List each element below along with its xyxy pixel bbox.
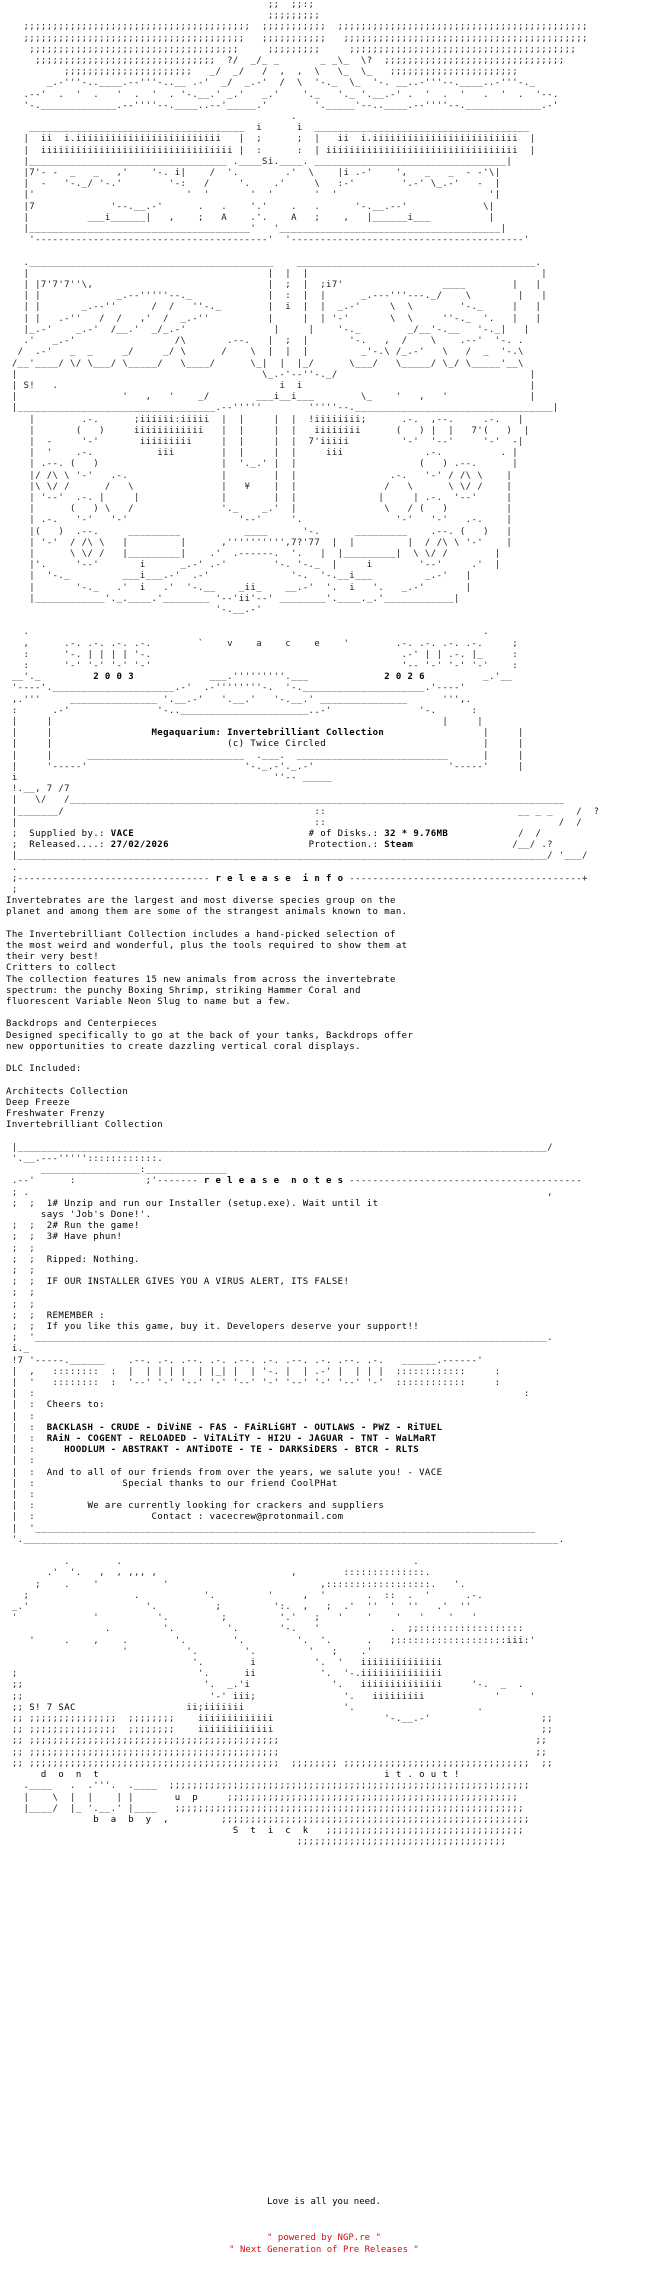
release-notes-step3: 3# Have phun! [46,1232,123,1243]
release-notes-step1: 1# Unzip and run our Installer (setup.exe). Wait until it says 'Job's Done!'. [40,1198,379,1220]
ascii-art-header: ;; ;;:; ;;;;;;;;; ;;;;;;;;;;;;;;;;;;;;;;;;;;;;;;;;;;;;;;; ;;;;;;;;;;; ;;;;;;;;;;;;;;;;;;;;;;;;;;;;;;;;;;;;;;;;;;; ;;;;;;;;;;;;;;;;;;;;;;;;;;;;;;;;;;;;;; ;;;;;;;;;;; ;;;;;;;;;;;;;;;;;;;;;;;;;;;;;;;;;;;;;;;;;; ;;;;;;;;;;;;;;;;;;;;;;;;;;;;;;;;;;;; ;;;;;;;;; ;;;;;;;;;;;;;;;;;;;;;;;;;;;;;;;;;;;;;;; ;;;;;;;;;;;;;;;;;;;;;;;;;;;;;;; ?/ _/_ _ _ _\_ \? ;;;;;;;;;;;;;;;;;;;;;;;;;;;;;;; ;;;;;;;;;;;;;;;;;;;;;; _/ _/ / , , \ \_ \_ ;;;;;;;;;;;;;;;;;;;;;; _.-'''-..____.--'''-..__ .-' _/ _.-' / \ '-._ \_ '-. __..-'''--.____..-'''-._ .--' . ' . ' . ' . '-.__.' _.' _.' '._ '._ '.__.-' . ' . ' . ' . '--. '-._____________.--''''--.____..--'_____.' '._____'--..____.--''''--._____________.-' . _____________________________________ i i _____________________________________ | ii i.iiiiiiiiiiiiiiiiiiiiiiiii | ; ; | ii i.iiiiiiiiiiiiiiiiiiiiiiiii | | iiiiiiiiiiiiiiiiiiiiiiiiiiiiiiiii | : : | iiiiiiiiiiiiiiiiiiiiiiiiiiiiiiiii | |__________________________________ .____Si.____. _________________________________| |7'- - _ _ ,' '-. i| / '. .' \ |i .-' ', _ _ - -'\| | - '-._/ '-.' '-: / '. .' \ :-' '.-' \_.-' - | |' ' ' ' ' ' ' '| |7 '--.__.-' . . '.' . . '-.__.--' \| | ___i______| , ; A .'. A ; , |______i___ | |______________________________________' '______________________________________| '----------------------------------------' '----------------------------------------' .__________________________________________ _________________________________________. | | | | | | |7'7'7''\, | ; | ;i7' ____ | | | | _.--'''''--._ | : | | _.---'''---._/ \ | | | | _.--'' / / ''-._ | i | | _.-' \ \ '-._ | | | | .-'' / / ,' / _.-'' | | | '-' \ \ ''-._ '. | | |_.-' _.-' /__.' _/_.-' | | '-._ _/__'-.__ '-._| | .' _.-' /\ .--. | ; | '-. , / \ .--' '-. . / .-' _ _ _/ _/ \ / \ | | | _'-.\ /_.-' \ / _ '-.\ /__'____/ \/ \___/ \_____/ \____/ \_| | |_/ \___/ \_____/ \_/ \_____'__\ | \_.-'--''-._/ | | S! . i i | | ' , ' _/ ___i__i___ \_ ' , ' | |__________________________________.--''''' '''''--.__________________________________| | .-. ;iiiiii:iiiii | | | | !iiiiiiii; .-. ,--. .-. | | ( ) iiiiiiiiiiii | | | | iiiiiiii ( ) | | 7'( ) | | - '-' iiiiiiiii | | | | 7'iiiii '-' '--' '-' -| | ' .-. iii | | | | iii .-. . | | .--. ( ) | '._.' | | ( ) .--. | |/ /\ \ '-' .-. | | | .-. '-' / /\ \ | |\ \/ / / \ | ¥ | | / \ \ \/ / | | '--' .-. | | | | | | | .-. '--' | | ( ) \ / '._ _.' | \ / ( ) | | .-. '-' '-' '--' '. '-' '-' .-. | |( ) .--. _________ ____ '-. _________ .--. ( ) | | '-' / /\ \ | | ,'''''''''',7?'77 | | | / /\ \ '-' | | \ \/ / |_________| .' .------. '. | |_________| \ \/ / | |'. '--' i _.-' .-' '-. '-._ | i '--' .' | | '-._ ___i___.-' .-' '-. '-.__i___ _.-' | | '-._ .' i .' '-.__ _ii_ __.-' '. i '. _.-' | |____________'._.____.'________ '--'ii'--' ________'.____._.'____________| '-.__.-' . . , .-. .-. .-. .-. ` v a c e ' .-. .-. .-. .-. ; : '-. | | | | '-. .-' | | .-. |_ : : '-' '-' '-' '-' '-- '-' '-' '-' : __'._ [11,0,588,683]
released-value: 27/02/2026 [110,840,169,851]
supplied-value: VACE [110,829,135,840]
title-name: Megaquarium: Invertebrilliant Collection [151,728,385,739]
footer-love: Love is all you need. [267,2197,381,2207]
release-info-heading: r e l e a s e i n f o [215,873,344,884]
release-notes-virus: IF OUR INSTALLER GIVES YOU A VIRUS ALERT, ITS FALSE! [46,1277,350,1288]
outro-baby: b a b y , [93,1814,169,1825]
outro-stick: S t i c k [232,1826,309,1837]
release-info-p4: Backdrops and Centerpieces Designed specifically to go at the back of your tanks, Backdrops offer new opportunities to create dazzling vertical coral displays. [6,1019,414,1052]
outro-itout: i t . o u t ! [384,1770,460,1781]
dlc-item-4: Invertebrilliant Collection [6,1120,164,1131]
outro-dont: d o n t [40,1770,100,1781]
release-info-p1: Invertebrates are the largest and most diverse species group on the planet and among them are some of the strangest animals known to man. [6,896,408,918]
title-copyright: (c) Twice Circled [227,739,327,750]
footer-powered: " powered by NGP.re " [267,2233,381,2243]
year-end: 2 0 2 6 [384,672,425,683]
release-notes-step2: 2# Run the game! [46,1221,140,1232]
protection-value: Steam [384,840,414,851]
protection-label: Protection.: [308,840,379,851]
release-notes-ripped: Ripped: Nothing. [46,1254,140,1265]
greets-thanks: Special thanks to our friend CoolPHat [122,1478,338,1489]
dlc-item-3: Freshwater Frenzy [6,1109,105,1120]
dlc-item-2: Deep Freeze [6,1097,71,1108]
released-label: Released....: [29,840,105,851]
dlc-item-1: Architects Collection [6,1086,129,1097]
release-notes-remember: REMEMBER : [46,1310,105,1321]
greets-line2: RAiN - COGENT - RELOADED - ViTALiTY - HI2U - JAGUAR - TNT - WaLMaRT [46,1434,437,1444]
disks-value: 32 * 9.76MB [384,829,449,840]
dlc-label: DLC Included: [6,1064,82,1075]
year-start: 2 0 0 3 [93,672,135,683]
outro-sig: S! 7 SAC [29,1702,76,1713]
greets-cheers: Cheers to: [46,1400,105,1411]
greets-line1: BACKLASH - CRUDE - DiViNE - FAS - FAiRLiGHT - OUTLAWS - PWZ - RiTUEL [46,1422,443,1433]
outro-up: u p [174,1792,199,1803]
greets-line3: HOODLUM - ABSTRAKT - ANTiDOTE - TE - DARKSiDERS - BTCR - RLTS [64,1445,420,1456]
greets-looking: We are currently looking for crackers and suppliers [87,1501,385,1512]
nfo-text: ;; ;;:; ;;;;;;;;; ;;;;;;;;;;;;;;;;;;;;;;;;;;;;;;;;;;;;;;; ;;;;;;;;;;; ;;;;;;;;;;;;;;;;;;;;;;;;;;;;;;;;;;;;;;;;;;; ;;;;;;;;;;;;;;;;;;;;;;;;;;;;;;;;;;;;;; ;;;;;;;;;;; ;;;;;;;;;;;;;;;;;;;;;;;;;;;;;;;;;;;;;;;;;; ;;;;;;;;;;;;;;;;;;;;;;;;;;;;;;;;;;;; ;;;;;;;;; ;;;;;;;;;;;;;;;;;;;;;;;;;;;;;;;;;;;;;;; ;;;;;;;;;;;;;;;;;;;;;;;;;;;;;;; ?/ _/_ _ _ _\_ \? ;;;;;;;;;;;;;;;;;;;;;;;;;;;;;;; ;;;;;;;;;;;;;;;;;;;;;; _/ _/ / , , \ \_ \_ ;;;;;;;;;;;;;;;;;;;;;; _.-'''-..____.--'''-..__ .-' _/ _.-' / \ '-._ \_ '-. __..-'''--.____..-'''-._ .--' . ' . ' . ' . '-.__.' _.' _.' '._ '._ '.__.-' . ' . ' . ' . '--. '-._____________.--''''--.____..--'_____.' '._____'--..____.--''''--._____________.-' . _____________________________________ i i _____________________________________ | ii i.iiiiiiiiiiiiiiiiiiiiiiiii | ; ; | ii i.iiiiiiiiiiiiiiiiiiiiiiiii | | iiiiiiiiiiiiiiiiiiiiiiiiiiiiiiiii | : : | iiiiiiiiiiiiiiiiiiiiiiiiiiiiiiiii | |__________________________________ .____Si.____. _________________________________| |7'- - _ _ ,' '-. i| / '. .' \ |i .-' ', _ _ - -'\| | - '-._/ '-.' '-: / '. .' \ :-' '.-' \_.-' - | |' ' ' ' ' ' ' '| |7 '--.__.-' . . '.' . . '-.__.--' \| | ___i______| , ; A .'. A ; , |______i___ | |______________________________________' '______________________________________| '----------------------------------------' '----------------------------------------' .__________________________________________ _________________________________________. | | | | | | |7'7'7''\, | ; | ;i7' ____ | | | | _.--'''''--._ | : | | _.---'''---._/ \ | | | | _.--'' / / ''-._ | i | | _.-' \ \ '-._ | | | | .-'' / / ,' / _.-'' | | | '-' \ \ ''-._ '. | | |_.-' _.-' /__.' _/_.-' | | '-._ _/__'-.__ '-._| | .' _.-' /\ .--. | ; | '-. , / \ .--' '-. . / .-' _ _ _/ _/ \ / \ | | | _'-.\ /_.-' \ / _ '-.\ /__'____/ \/ \___/ \_____/ \____/ \_| | |_/ \___/ \_____/ \_/ \_____'__\ | \_.-'--''-._/ | | S! . i i | | ' , ' _/ ___i__i___ \_ ' , ' | |__________________________________.--''''' '''''--.__________________________________| | .-. ;iiiiii:iiiii | | | | !iiiiiiii; .-. ,--. .-. | | ( ) iiiiiiiiiiii | | | | iiiiiiii ( ) | | 7'( ) | | - '-' iiiiiiiii | | | | 7'iiiii '-' '--' '-' -| | ' .-. iii | | | | iii .-. . | | .--. ( ) | '._.' | | ( ) .--. | |/ /\ \ '-' .-. | | | .-. '-' / /\ \ | |\ \/ / / \ | ¥ | | / \ \ \/ / | | '--' .-. | | | | | | | .-. '--' | | ( ) \ / '._ _.' | \ / ( ) | | .-. '-' '-' '--' '. '-' '-' .-. | |( ) .--. _________ ____ '-. _________ .--. ( ) | | '-' / /\ \ | | ,'''''''''',7?'77 | | | / /\ \ '-' | | \ \/ / |_________| .' .------. '. | |_________| \ \/ / | |'. '--' i _.-' .-' '-. '-._ | i '--' .' | | '-._ ___i___.-' .-' '-. '-.__i___ _.-' | | '-._ .' i .' '-.__ _ii_ __.-' '. i '. _.-' | |____________'._.____.'________ '--'ii'--' ________'.____._.'____________| '-.__.-' . . , .-. .-. .-. .-. ` v a c e ' .-. .-. .-. .-. ; : '-. | | | | '-. .-' | | .-. |_ : : '-' '-' '-' '-' '-- '-' '-' '-' : __'._ 2 0 0 3 ___.'''''''''.___ 2 0 2 6 _.'__ '----'._____________________.-' .-''''''''-. '-._____________________.'----' ,.''' _______________ '.__.-' '.__.' '-.__.' _______________ ''',. : .-' '-..______________________..-' '-. : | | | | | | Megaquarium: Invertebrilliant Collection | | | | (c) Twice Circled | | | | ___________________________ .___. __________________________ | | | '-----' '-._.-'._.-' '-----' | i ''-- _____ !.__, 7 /7 | \/ /_____________________________________________________________________________________ |_______/ :: __ _ _ / ? | :: / / ; Supplied by.: VACE # of Disks.: 32 * 9.76MB / / ; Released....: 27/02/2026 Protection.: Steam /__/ .? |___________________________________________________________________________________________/ '___/ . ;--------------------------------- r e l e a s e i n f o ----------------------------------------+ ; Invertebrates are the largest and most diverse species group on the planet and among them are some of the strangest animals known to man. The Invertebrilliant Collection includes a hand-picked selection of the most weird and wonderful, plus the tools required to show them at their very best! Critters to collect The collection features 15 new animals from across the invertebrate spectrum: the punchy Boxing Shrimp, striking Hammer Coral and fluorescent Variable Neon Slug to name but a few. Backdrops and Centerpieces Designed specifically to go at the back of your tanks, Backdrops offer new opportunities to create dazzling vertical coral displays. DLC Included: Architects Collection Deep Freeze Freshwater Frenzy Invertebrilliant Collection |___________________________________________________________________________________________/ '.__.---'''''::::::::::::. _________________:______________ .--' : ;'------- r e l e a s e n o t e s ---------------------------------------- ; . , ; ; 1# Unzip and run our Installer (setup.exe). Wait until it says 'Job's Done!'. ; ; 2# Run the game! ; ; 3# Have phun! ; ; ; ; Ripped: Nothing. ; ; ; ; IF OUR INSTALLER GIVES YOU A VIRUS ALERT, ITS FALSE! ; ; ; ; ; ; REMEMBER : ; ; If you like this game, buy it. Developers deserve your support!! ; '________________________________________________________________________________________. i._ !7 '-----.______ .--. .-. .--. .-. .--. .-. .--. .-. .--. .-. ______.------' | , :::::::: : | | | | | | |_| | | '-. | | .-' | | | | :::::::::::: : | ' :::::::: : '--' '-' '--' '-' '--' '-' '--' '-' '--' '-' :::::::::::: : | : : | : Cheers to: | : | : BACKLASH - CRUDE - DiViNE - FAS - FAiRLiGHT - OUTLAWS - PWZ - RiTUEL | : RAiN - COGENT - RELOADED - ViTALiTY - HI2U - JAGUAR - TNT - WaLMaRT | : HOODLUM - ABSTRAKT - ANTiDOTE - TE - DARKSiDERS - BTCR - RLTS | : | : And to all of our friends from over the years, we salute you! - VACE | : Special thanks to our friend CoolPHat | : | : We are currently looking for crackers and suppliers | : Contact : vacecrew@protonmail.com | '______________________________________________________________________________________ '.____________________________________________________________________________________________. . . . .' '. , , ,,, , , ::::::::::::::. ; . ' ' ,::::::::::::::::::. '. ; . '. ' , ' . :: . ' .-. _.' '. ; ':. , ; .' '' ' '' .' '' ' ' '. ; '.' ; ' ' ' ' ' ' . '. '. '-. ' . ;;:::::::::::::::::: ' . , . '. '. '. '. . ;:::::::::::::::::::iii:' ' '. '. ' ; .' '. i '. ' iiiiiiiiiiiiii ; '. ii '. '-.iiiiiiiiiiiiii ;; '. _.'i '. iiiiiiiiiiiiii '-. _ . ;; '-' iii; '. iiiiiiiii ' ' ;; S! 7 SAC ii;iiiiiii '. . ;; ;;;;;;;;;;;;;;; ;;;;;;;; iiiiiiiiiiiii '-.__.-' ;; ;; ;;;;;;;;;;;;;;; ;;;;;;;; iiiiiiiiiiiii ;; ;; ;;;;;;;;;;;;;;;;;;;;;;;;;;;;;;;;;;;;;;;;;;; ;; ;; ;;;;;;;;;;;;;;;;;;;;;;;;;;;;;;;;;;;;;;;;;;; ;; ;; ;;;;;;;;;;;;;;;;;;;;;;;;;;;;;;;;;;;;;;;;;;; ;;;;;;;; ;;;;;;;;;;;;;;;;;;;;;;;;;;;;;;;; ;; d o n t i t . o u t ! .____ . .'''. .____ ;;;;;;;;;;;;;;;;;;;;;;;;;;;;;;;;;;;;;;;;;;;;;;;;;;;;;;;;;;;;;; | \ | | | | u p ;;;;;;;;;;;;;;;;;;;;;;;;;;;;;;;;;;;;;;;;;;;;;;;;;; |____/ |_ '.__.' |____ ;;;;;;;;;;;;;;;;;;;;;;;;;;;;;;;;;;;;;;;;;;;;;;;;;;;;;;;;;;;; b a b y , ;;;;;;;;;;;;;;;;;;;;;;;;;;;;;;;;;;;;;;;;;;;;;;;;;;;;; S t i c k ;;;;;;;;;;;;;;;;;;;;;;;;;;;;;;;;;; ;;;;;;;;;;;;;;;;;;;;;;;;;;;;;;;;;;;; [6,0,600,1848]
greets-contact: Contact : vacecrew@protonmail.com [151,1512,344,1523]
footer-nextgen: " Next Generation of Pre Releases " [229,2245,419,2255]
release-info-p3: Critters to collect The collection features 15 new animals from across the invertebrate spectrum: the punchy Boxing Shrimp, striking Hammer Coral and fluorescent Variable Neon Slug to name but a few. [6,963,396,1008]
release-notes-support: If you like this game, buy it. Developers deserve your support!! [46,1321,420,1332]
supplied-label: Supplied by.: [29,829,105,840]
release-info-p2: The Invertebrilliant Collection includes a hand-picked selection of the most weird and wonderful, plus the tools required to show them at their very best! [6,929,408,963]
greets-friends: And to all of our friends from over the years, we salute you! - VACE [46,1467,443,1478]
release-notes-heading: r e l e a s e n o t e s [203,1176,344,1187]
disks-label: # of Disks.: [308,829,379,840]
